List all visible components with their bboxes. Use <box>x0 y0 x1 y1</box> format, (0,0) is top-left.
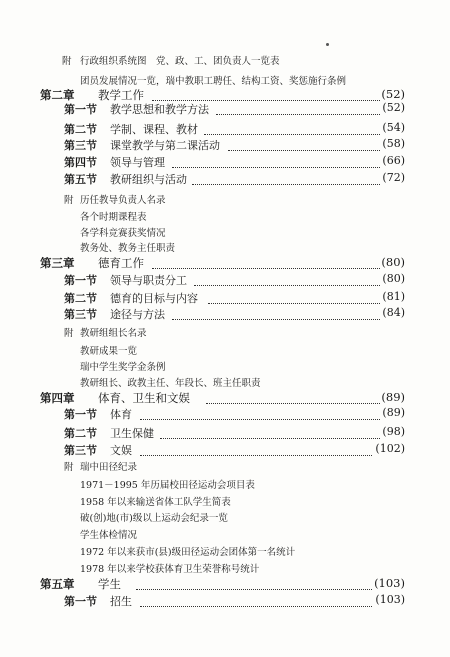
section-title: 领导与职责分工 <box>110 274 187 287</box>
leader-dots <box>194 285 380 286</box>
leader-dots <box>192 184 380 185</box>
annex-item: 各个时期课程表 <box>80 212 147 223</box>
section-label: 第一节 <box>64 408 97 421</box>
section-title: 领导与管理 <box>110 156 165 169</box>
page-number: (84) <box>382 306 405 319</box>
section-label: 第三节 <box>64 308 97 321</box>
annex-item: 瑞中田径纪录 <box>80 462 138 473</box>
chapter-title: 学生 <box>98 577 121 591</box>
page-number: (54) <box>382 121 405 134</box>
leader-dots <box>204 134 380 135</box>
chapter-label: 第三章 <box>40 256 75 270</box>
section-title: 途径与方法 <box>110 308 165 321</box>
annex-item: 教研组组长名录 <box>80 328 147 339</box>
annex-item: 历任教导负责人名录 <box>80 195 166 206</box>
annex-item: 1972 年以来获市(县)级田径运动会团体第一名统计 <box>80 547 296 558</box>
annex-label: 附 <box>62 56 72 67</box>
annex-item: 1958 年以来输送省体工队学生简表 <box>80 497 231 508</box>
leader-dots <box>140 419 380 420</box>
section-label: 第一节 <box>64 274 97 287</box>
section-label: 第二节 <box>64 292 97 305</box>
leader-dots <box>140 606 372 607</box>
annex-item: 团员发展情况一览，瑞中教职工聘任、结构工资、奖惩施行条例 <box>80 76 347 87</box>
annex-label: 附 <box>64 195 74 206</box>
chapter-title: 教学工作 <box>98 88 144 102</box>
leader-dots <box>140 455 372 456</box>
section-title: 体育 <box>110 408 132 421</box>
page-number: (102) <box>375 442 405 455</box>
section-title: 教学思想和教学方法 <box>110 103 209 116</box>
leader-dots <box>172 167 380 168</box>
scan-speck <box>326 43 329 46</box>
page-number: (103) <box>375 593 405 606</box>
section-label: 第四节 <box>64 156 97 169</box>
annex-item: 教研成果一览 <box>80 346 138 357</box>
section-title: 德育的目标与内容 <box>110 292 198 305</box>
annex-label: 附 <box>64 462 74 473</box>
annex-item: 1978 年以来学校获体育卫生荣誉称号统计 <box>80 564 260 575</box>
chapter-title: 体育、卫生和文娱 <box>98 391 190 405</box>
annex-label: 附 <box>64 328 74 339</box>
section-label: 第三节 <box>64 139 97 152</box>
section-title: 招生 <box>110 595 132 608</box>
annex-item: 1971－1995 年历届校田径运动会项目表 <box>80 480 255 491</box>
annex-item: 教研组长、政教主任、年段长、班主任职责 <box>80 378 261 389</box>
leader-dots <box>208 303 380 304</box>
page-number: (98) <box>382 425 405 438</box>
section-title: 文娱 <box>110 444 132 457</box>
leader-dots <box>172 319 380 320</box>
leader-dots <box>152 268 380 269</box>
section-title: 学制、课程、教材 <box>110 123 198 136</box>
section-label: 第二节 <box>64 427 97 440</box>
chapter-label: 第五章 <box>40 577 75 591</box>
leader-dots <box>160 438 380 439</box>
annex-item: 行政组织系统图 党、政、工、团负责人一览表 <box>80 56 280 67</box>
chapter-title: 德育工作 <box>98 256 144 270</box>
page-number: (80) <box>382 272 405 285</box>
page-number: (103) <box>374 576 405 590</box>
page-number: (81) <box>382 290 405 303</box>
page-number: (89) <box>382 406 405 419</box>
leader-dots <box>228 150 380 151</box>
section-label: 第一节 <box>64 595 97 608</box>
annex-item: 学生体检情况 <box>80 530 138 541</box>
annex-item: 教务处、教务主任职责 <box>80 243 176 254</box>
section-title: 卫生保健 <box>110 427 154 440</box>
leader-dots <box>136 589 372 590</box>
annex-item: 瑞中学生奖学金条例 <box>80 362 166 373</box>
annex-item: 各学科竞赛获奖情况 <box>80 228 166 239</box>
page-number: (52) <box>381 87 405 101</box>
leader-dots <box>206 403 380 404</box>
section-label: 第五节 <box>64 173 97 186</box>
page-number: (66) <box>382 154 405 167</box>
section-label: 第三节 <box>64 444 97 457</box>
page-number: (80) <box>381 255 405 269</box>
page-number: (58) <box>382 137 405 150</box>
chapter-label: 第二章 <box>40 88 75 102</box>
page-number: (72) <box>382 171 405 184</box>
section-title: 教研组织与活动 <box>110 173 187 186</box>
chapter-label: 第四章 <box>40 391 75 405</box>
annex-item: 破(创)地(市)级以上运动会纪录一览 <box>80 513 228 524</box>
section-label: 第一节 <box>64 103 97 116</box>
section-label: 第二节 <box>64 123 97 136</box>
leader-dots <box>216 114 380 115</box>
page-number: (89) <box>381 390 405 404</box>
section-title: 课堂教学与第二课活动 <box>110 139 220 152</box>
page-number: (52) <box>382 101 405 114</box>
